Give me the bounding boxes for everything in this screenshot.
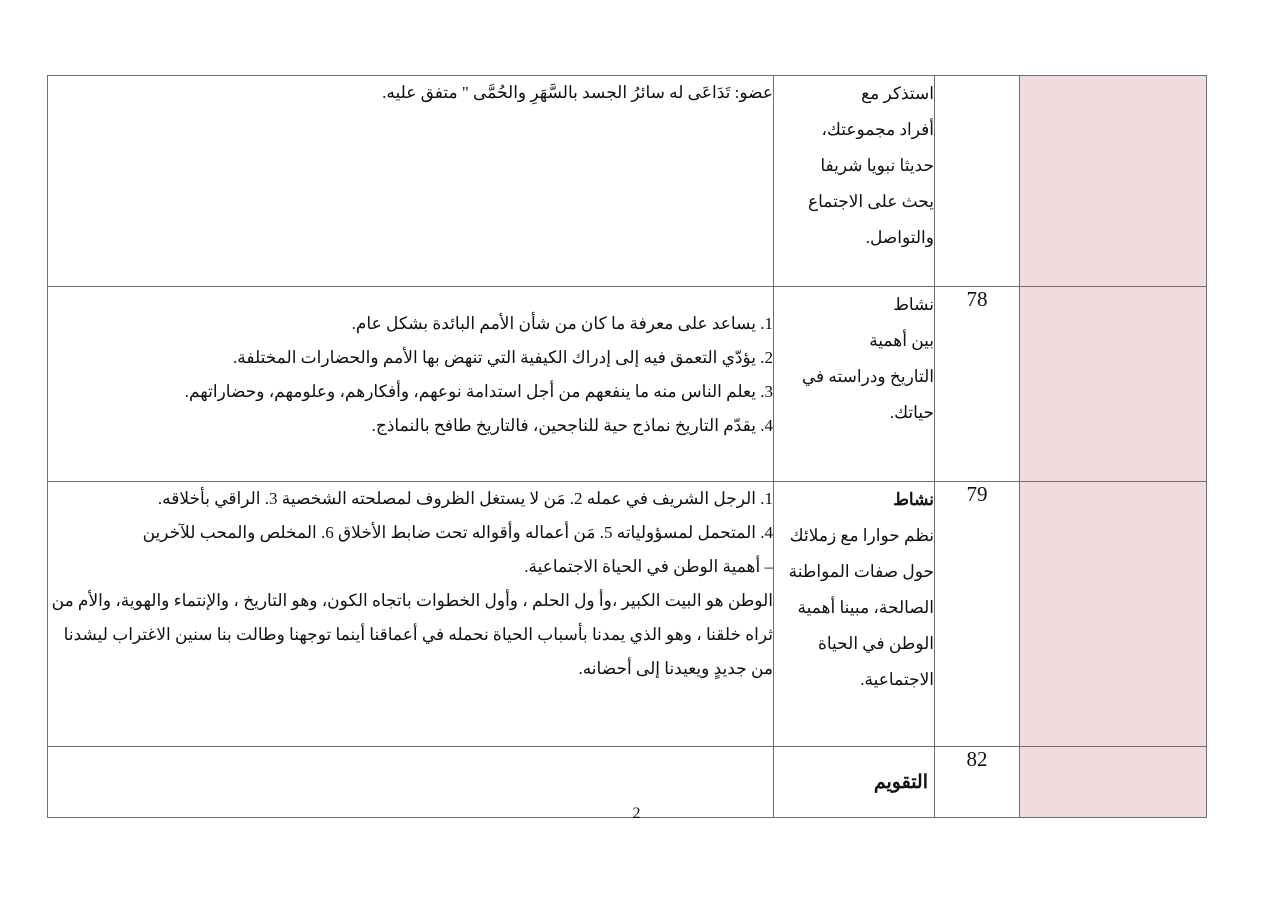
activity-line: حياتك. (889, 403, 934, 422)
answer-cell (48, 76, 774, 287)
highlight-cell (1020, 76, 1207, 287)
activity-line: والتواصل. (865, 228, 934, 247)
activity-line: يحث على الاجتماع (807, 192, 934, 211)
activity-cell (774, 287, 935, 482)
table-row (48, 287, 1207, 482)
table-row (48, 482, 1207, 747)
page-ref-cell: 78 (935, 287, 1020, 482)
activity-line: الاجتماعية. (860, 670, 934, 689)
activity-line: نظم حوارا مع زملائك (789, 526, 934, 545)
answer-line: 4. يقدّم التاريخ نماذج حية للناجحين، فالتاريخ طافح بالنماذج. (371, 416, 773, 435)
answer-line: – أهمية الوطن في الحياة الاجتماعية. (524, 557, 773, 576)
evaluation-label: التقويم (873, 772, 928, 793)
answer-cell (48, 482, 774, 747)
answer-line: 3. يعلم الناس منه ما ينفعهم من أجل استدامة نوعهم، وأفكارهم، وعلومهم، وحضاراتهم. (184, 382, 773, 401)
answer-paragraph: الوطن هو البيت الكبير ،وأ ول الحلم ، وأول الخطوات باتجاه الكون، وهو التاريخ ، والإنتماء والهوية، والأم من ثراه خلقنا ، وهو الذي يمدنا بأسباب الحياة نحمله في أعماقنا أينما توجهنا وطالت بنا سنين الاغتراب ليشدنا من جديدٍ ويعيدنا إلى أحضانه. (51, 591, 773, 678)
answer-line: 4. المتحمل لمسؤولياته 5. مَن أعماله وأقواله تحت ضابط الأخلاق 6. المخلص والمحب للآخرين (142, 523, 773, 542)
activity-title: نشاط (893, 490, 934, 509)
activity-line: التاريخ ودراسته في (801, 367, 934, 386)
activity-line: بين أهمية (869, 331, 934, 350)
page-ref-cell: 79 (935, 482, 1020, 747)
highlight-cell (1020, 287, 1207, 482)
page-ref-cell (935, 76, 1020, 287)
answer-cell (48, 287, 774, 482)
highlight-cell (1020, 482, 1207, 747)
page-ref-cell: 82 (935, 747, 1020, 818)
activity-line: أفراد مجموعتك، (821, 120, 934, 139)
activity-line: حديثا نبويا شريفا (820, 156, 934, 175)
activity-cell (774, 482, 935, 747)
activity-line: الوطن في الحياة (817, 634, 934, 653)
activity-line: حول صفات المواطنة (788, 562, 934, 581)
activity-line: الصالحة، مبينا أهمية (797, 598, 934, 617)
answer-line: عضو: تَدَاعَى له سائرُ الجسد بالسَّهَرِ والحُمَّى " متفق عليه. (382, 83, 773, 102)
table-row (48, 76, 1207, 287)
answer-line: 1. الرجل الشريف في عمله 2. مَن لا يستغل الظروف لمصلحته الشخصية 3. الراقي بأخلاقه. (157, 489, 773, 508)
activity-line: استذكر مع (861, 84, 934, 103)
activity-line: نشاط (893, 295, 934, 314)
activity-cell (774, 76, 935, 287)
lesson-table (47, 75, 1207, 818)
answer-line: 1. يساعد على معرفة ما كان من شأن الأمم البائدة بشكل عام. (351, 314, 773, 333)
page-number: 2 (632, 805, 641, 822)
answer-line: 2. يؤدّي التعمق فيه إلى إدراك الكيفية التي تنهض بها الأمم والحضارات المختلفة. (232, 348, 773, 367)
